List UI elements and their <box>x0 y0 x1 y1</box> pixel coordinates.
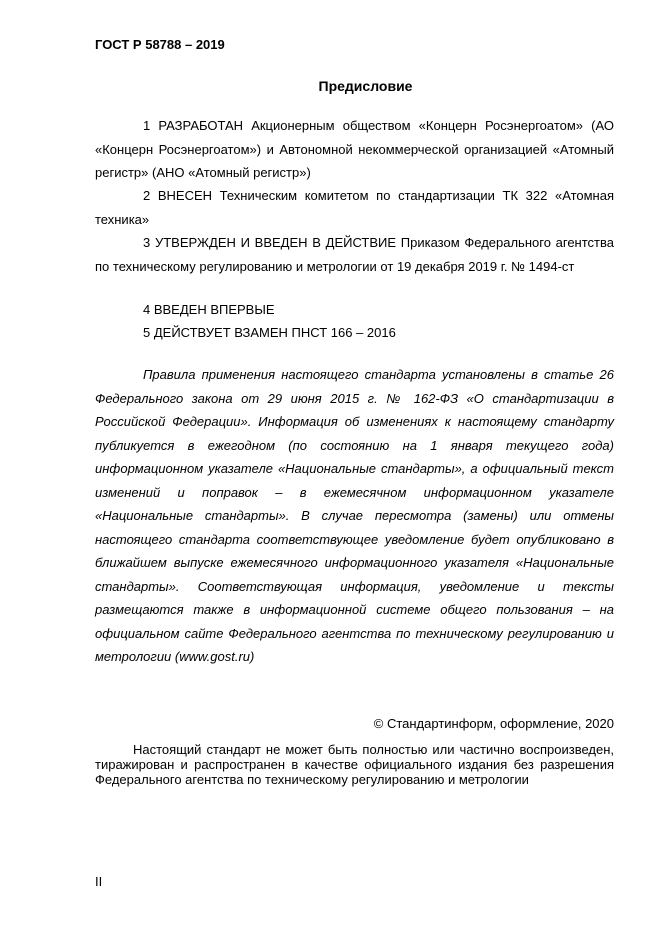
foreword-item-4 <box>95 298 614 322</box>
foreword-item-5 <box>95 321 614 345</box>
application-rules <box>95 363 614 669</box>
foreword-item-3 <box>95 231 614 278</box>
reproduction-notice-text: Настоящий стандарт не может быть полностью или частично воспроизведен, тиражирован и распространен в качестве официального издания без разрешения Федерального агентства по техническому регулированию и метрологии <box>95 742 614 787</box>
reproduction-notice <box>95 742 614 787</box>
document-header: ГОСТ Р 58788 – 2019 <box>95 37 225 52</box>
foreword-item-2 <box>95 184 614 231</box>
foreword-item-2-text: 2 ВНЕСЕН Техническим комитетом по стандартизации ТК 322 «Атомная техника» <box>95 188 614 227</box>
foreword-item-4-text: 4 ВВЕДЕН ВПЕРВЫЕ <box>143 302 275 317</box>
foreword-item-1-text: 1 РАЗРАБОТАН Акционерным обществом «Концерн Росэнергоатом» (АО «Концерн Росэнергоатом») и Автономной некоммерческой организацией «Атомный регистр» (АНО «Атомный регистр») <box>95 118 614 180</box>
foreword-item-5-text: 5 ДЕЙСТВУЕТ ВЗАМЕН ПНСТ 166 – 2016 <box>143 325 396 340</box>
foreword-item-1 <box>95 114 614 185</box>
foreword-item-3-text: 3 УТВЕРЖДЕН И ВВЕДЕН В ДЕЙСТВИЕ Приказом Федерального агентства по техническому регулированию и метрологии от 19 декабря 2019 г. № 1494-ст <box>95 235 614 274</box>
application-rules-text: Правила применения настоящего стандарта установлены в статье 26 Федерального закона от 29 июня 2015 г. № 162-ФЗ «О стандартизации в Российской Федерации». Информация об изменениях к настоящему стандарту публикуется в ежегодном (по состоянию на 1 января текущего года) информационном указателе «Национальные стандарты», а официальный текст изменений и поправок – в ежемесячном информационном указателе «Национальные стандарты». В случае пересмотра (замены) или отмены настоящего стандарта соответствующее уведомление будет опубликовано в ближайшем выпуске ежемесячного информационного указателя «Национальные стандарты». Соответствующая информация, уведомление и тексты размещаются также в информационной системе общего пользования – на официальном сайте Федерального агентства по техническому регулированию и метрологии (www.gost.ru) <box>95 367 614 664</box>
copyright-line: © Стандартинформ, оформление, 2020 <box>373 716 614 731</box>
page-title: Предисловие <box>318 78 413 94</box>
page-number: II <box>95 874 103 889</box>
